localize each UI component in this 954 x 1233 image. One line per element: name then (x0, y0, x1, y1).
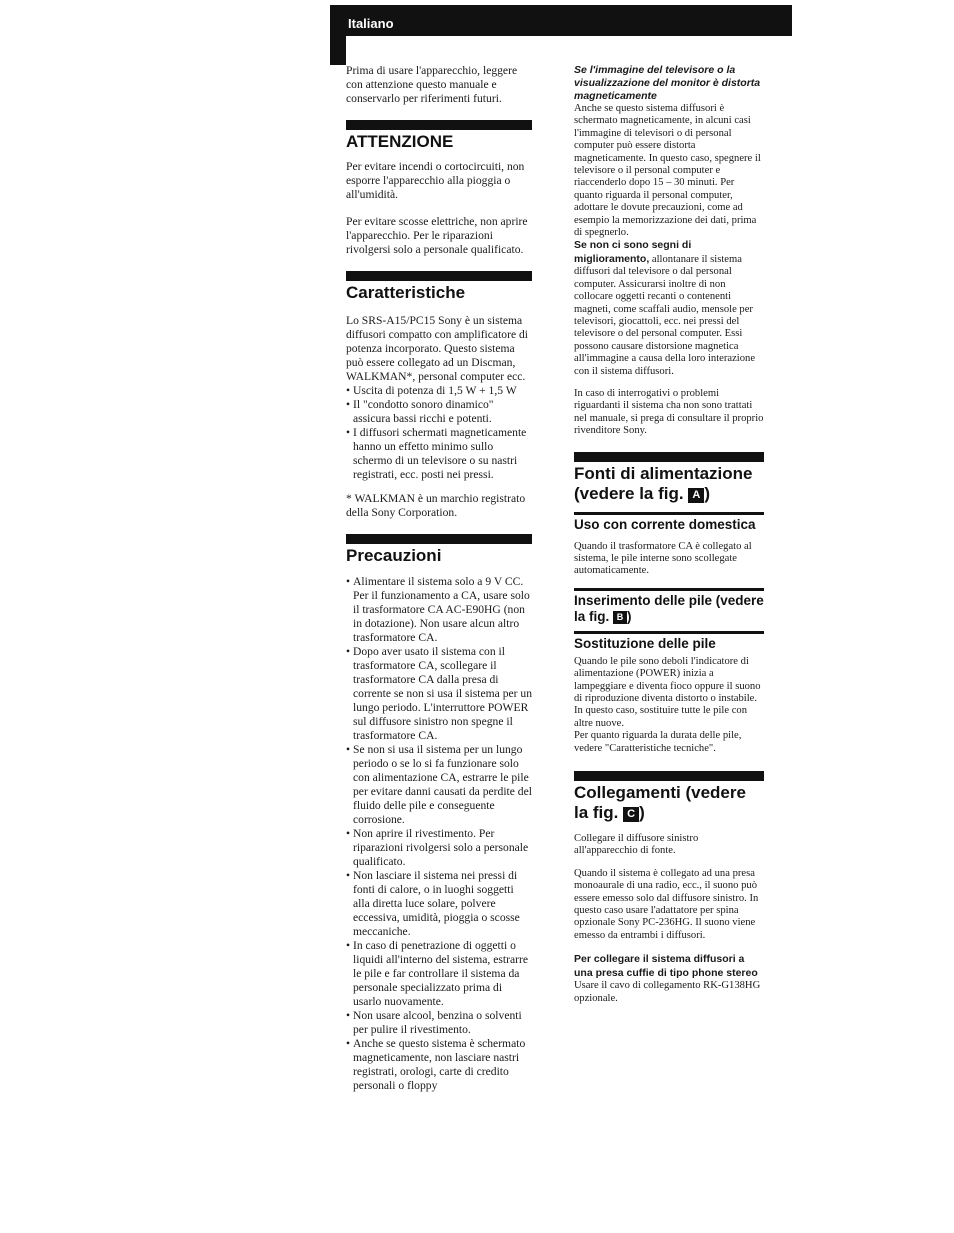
fonti-title: Fonti di alimentazione (vedere la fig. A ) (574, 463, 753, 503)
list-item: • Alimentare il sistema solo a 9 V CC. Per il funzionamento a CA, usare solo il trasformatore CA AC-E90HG (non in dotazione). Non usare alcun altro trasformatore CA. (346, 575, 532, 645)
attenzione-title: ATTENZIONE (346, 132, 454, 151)
list-item: • Non aprire il rivestimento. Per riparazioni rivolgersi solo a personale qualificato. (346, 827, 532, 869)
section-rule (574, 452, 764, 462)
section-rule (346, 271, 532, 281)
caratteristiche-text: Lo SRS-A15/PC15 Sony è un sistema diffusori compatto con amplificatore di potenza incorporato. Questo sistema può essere collegato ad un Discman, WALKMAN*, personal computer ecc. (346, 314, 529, 383)
intro-text: Prima di usare l'apparecchio, leggere con attenzione questo manuale e conservarlo per riferimenti futuri. (346, 64, 518, 105)
fig-c-badge: C (623, 807, 639, 822)
tv-distortion-rest: allontanare il sistema diffusori dal televisore o dal personal computer. Assicurarsi inoltre di non collocare oggetti recanti o contenenti magneti, come scaffali audio, mensole per televisori, giocattoli, ecc. nei pressi del televisore o del personal computer. Essi possono causare distorsione magnetica all'immagine a causa della loro interazione con il sistema diffusori. (574, 253, 756, 377)
fig-b-badge: B (613, 611, 627, 624)
list-item: • Non usare alcool, benzina o solventi per pulire il rivestimento. (346, 1009, 532, 1037)
right-column (574, 64, 764, 1005)
list-item: • Dopo aver usato il sistema con il trasformatore CA, scollegare il trasformatore CA dalla presa di corrente se non si usa il sistema per un lungo periodo. L'interruttore POWER sul diffusore sinistro non spegne il trasformatore CA. (346, 645, 532, 743)
list-item: • Il "condotto sonoro dinamico" assicura bassi ricchi e potenti. (346, 398, 532, 426)
inserimento-title: Inserimento delle pile (vedere la fig. B ) (574, 592, 764, 624)
attenzione-text-2: Per evitare scosse elettriche, non aprire l'apparecchio. Per le riparazioni rivolgersi solo a personale qualificato. (346, 215, 528, 256)
list-item: • Non lasciare il sistema nei pressi di fonti di calore, o in luoghi soggetti alla diretta luce solare, polvere eccessiva, umidità, pioggia o scosse meccaniche. (346, 869, 532, 939)
tv-distortion-heading: Se l'immagine del televisore o la visualizzazione del monitor è distorta magneticamente (574, 64, 761, 102)
tv-distortion-text: Anche se questo sistema diffusori è schermato magneticamente, in alcuni casi l'immagine di televisori o di personal computer può essere distorta magneticamente. In questo caso, spegnere il televisore o il personal computer e riaccenderlo dopo 15 – 30 minuti. Per quanto riguarda il personal computer, adottare le dovute precauzioni, come ad esempio la memorizzazione dei dati, prima di spegnerlo. (574, 103, 761, 239)
caratteristiche-list (346, 384, 532, 482)
phone-stereo-heading: Per collegare il sistema diffusori a una presa cuffie di tipo phone stereo (574, 953, 758, 980)
sostituzione-text: Quando le pile sono deboli l'indicatore di alimentazione (POWER) inizia a lampeggiare e diventa fioco oppure il suono di riproduzione diventa distorto o instabile. In questo caso, sostituire tutte le pile con altre nuove. (574, 655, 761, 729)
tv-distortion-bold: Se non ci sono segni di miglioramento, (574, 239, 692, 265)
sostituzione-text-2: Per quanto riguarda la durata delle pile, vedere "Caratteristiche tecniche". (574, 730, 742, 754)
section-rule (346, 120, 532, 130)
section-rule (346, 534, 532, 544)
list-item: • Uscita di potenza di 1,5 W + 1,5 W (346, 384, 532, 398)
domestica-title: Uso con corrente domestica (574, 516, 756, 532)
language-tab: Italiano (330, 5, 792, 36)
subsection-rule (574, 631, 764, 634)
collegamenti-text-2: Quando il sistema è collegato ad una presa monoaurale di una radio, ecc., il suono può essere emesso solo dal diffusore sinistro. In questo caso usare l'adattatore per spina opzionale Sony PC-236HG. Il suono viene emesso da entrambi i diffusori. (574, 867, 759, 941)
collegamenti-text-1: Collegare il diffusore sinistro all'apparecchio di fonte. (574, 833, 699, 857)
walkman-footnote: * WALKMAN è un marchio registrato della Sony Corporation. (346, 492, 526, 519)
language-tab-marker (330, 35, 346, 65)
collegamenti-text-3: Usare il cavo di collegamento RK-G138HG opzionale. (574, 980, 761, 1004)
collegamenti-title: Collegamenti (vedere la fig. C ) (574, 783, 746, 823)
list-item: • Anche se questo sistema è schermato magneticamente, non lasciare nastri registrati, orologi, carte di credito personali o floppy (346, 1037, 532, 1093)
precauzioni-title: Precauzioni (346, 546, 442, 565)
list-item: • I diffusori schermati magneticamente hanno un effetto minimo sullo schermo di un televisore o su nastri registrati, ecc. posti nei pressi. (346, 426, 532, 482)
section-rule (574, 771, 764, 781)
sostituzione-title: Sostituzione delle pile (574, 635, 716, 651)
subsection-rule (574, 512, 764, 515)
list-item: • Se non si usa il sistema per un lungo periodo o se lo si fa funzionare solo con alimentazione CA, estrarre le pile per evitare danni causati da perdite del fluido delle pile e conseguente corrosione. (346, 743, 532, 827)
subsection-rule (574, 588, 764, 591)
caratteristiche-title: Caratteristiche (346, 283, 466, 302)
tv-distortion-text-2 (574, 239, 764, 377)
left-column (346, 64, 532, 1093)
dealer-note: In caso di interrogativi o problemi riguardanti il sistema cha non sono trattati nel manuale, si prega di consultare il proprio rivenditore Sony. (574, 387, 764, 437)
precauzioni-list (346, 575, 532, 1093)
fig-a-badge: A (688, 488, 704, 503)
domestica-text: Quando il trasformatore CA è collegato al sistema, le pile interne sono scollegate automaticamente. (574, 540, 752, 577)
attenzione-text-1: Per evitare incendi o cortocircuiti, non esporre l'apparecchio alla pioggia o all'umidità. (346, 160, 525, 201)
list-item: • In caso di penetrazione di oggetti o liquidi all'interno del sistema, estrarre le pile e far controllare il sistema da personale specializzato prima di usarlo nuovamente. (346, 939, 532, 1009)
